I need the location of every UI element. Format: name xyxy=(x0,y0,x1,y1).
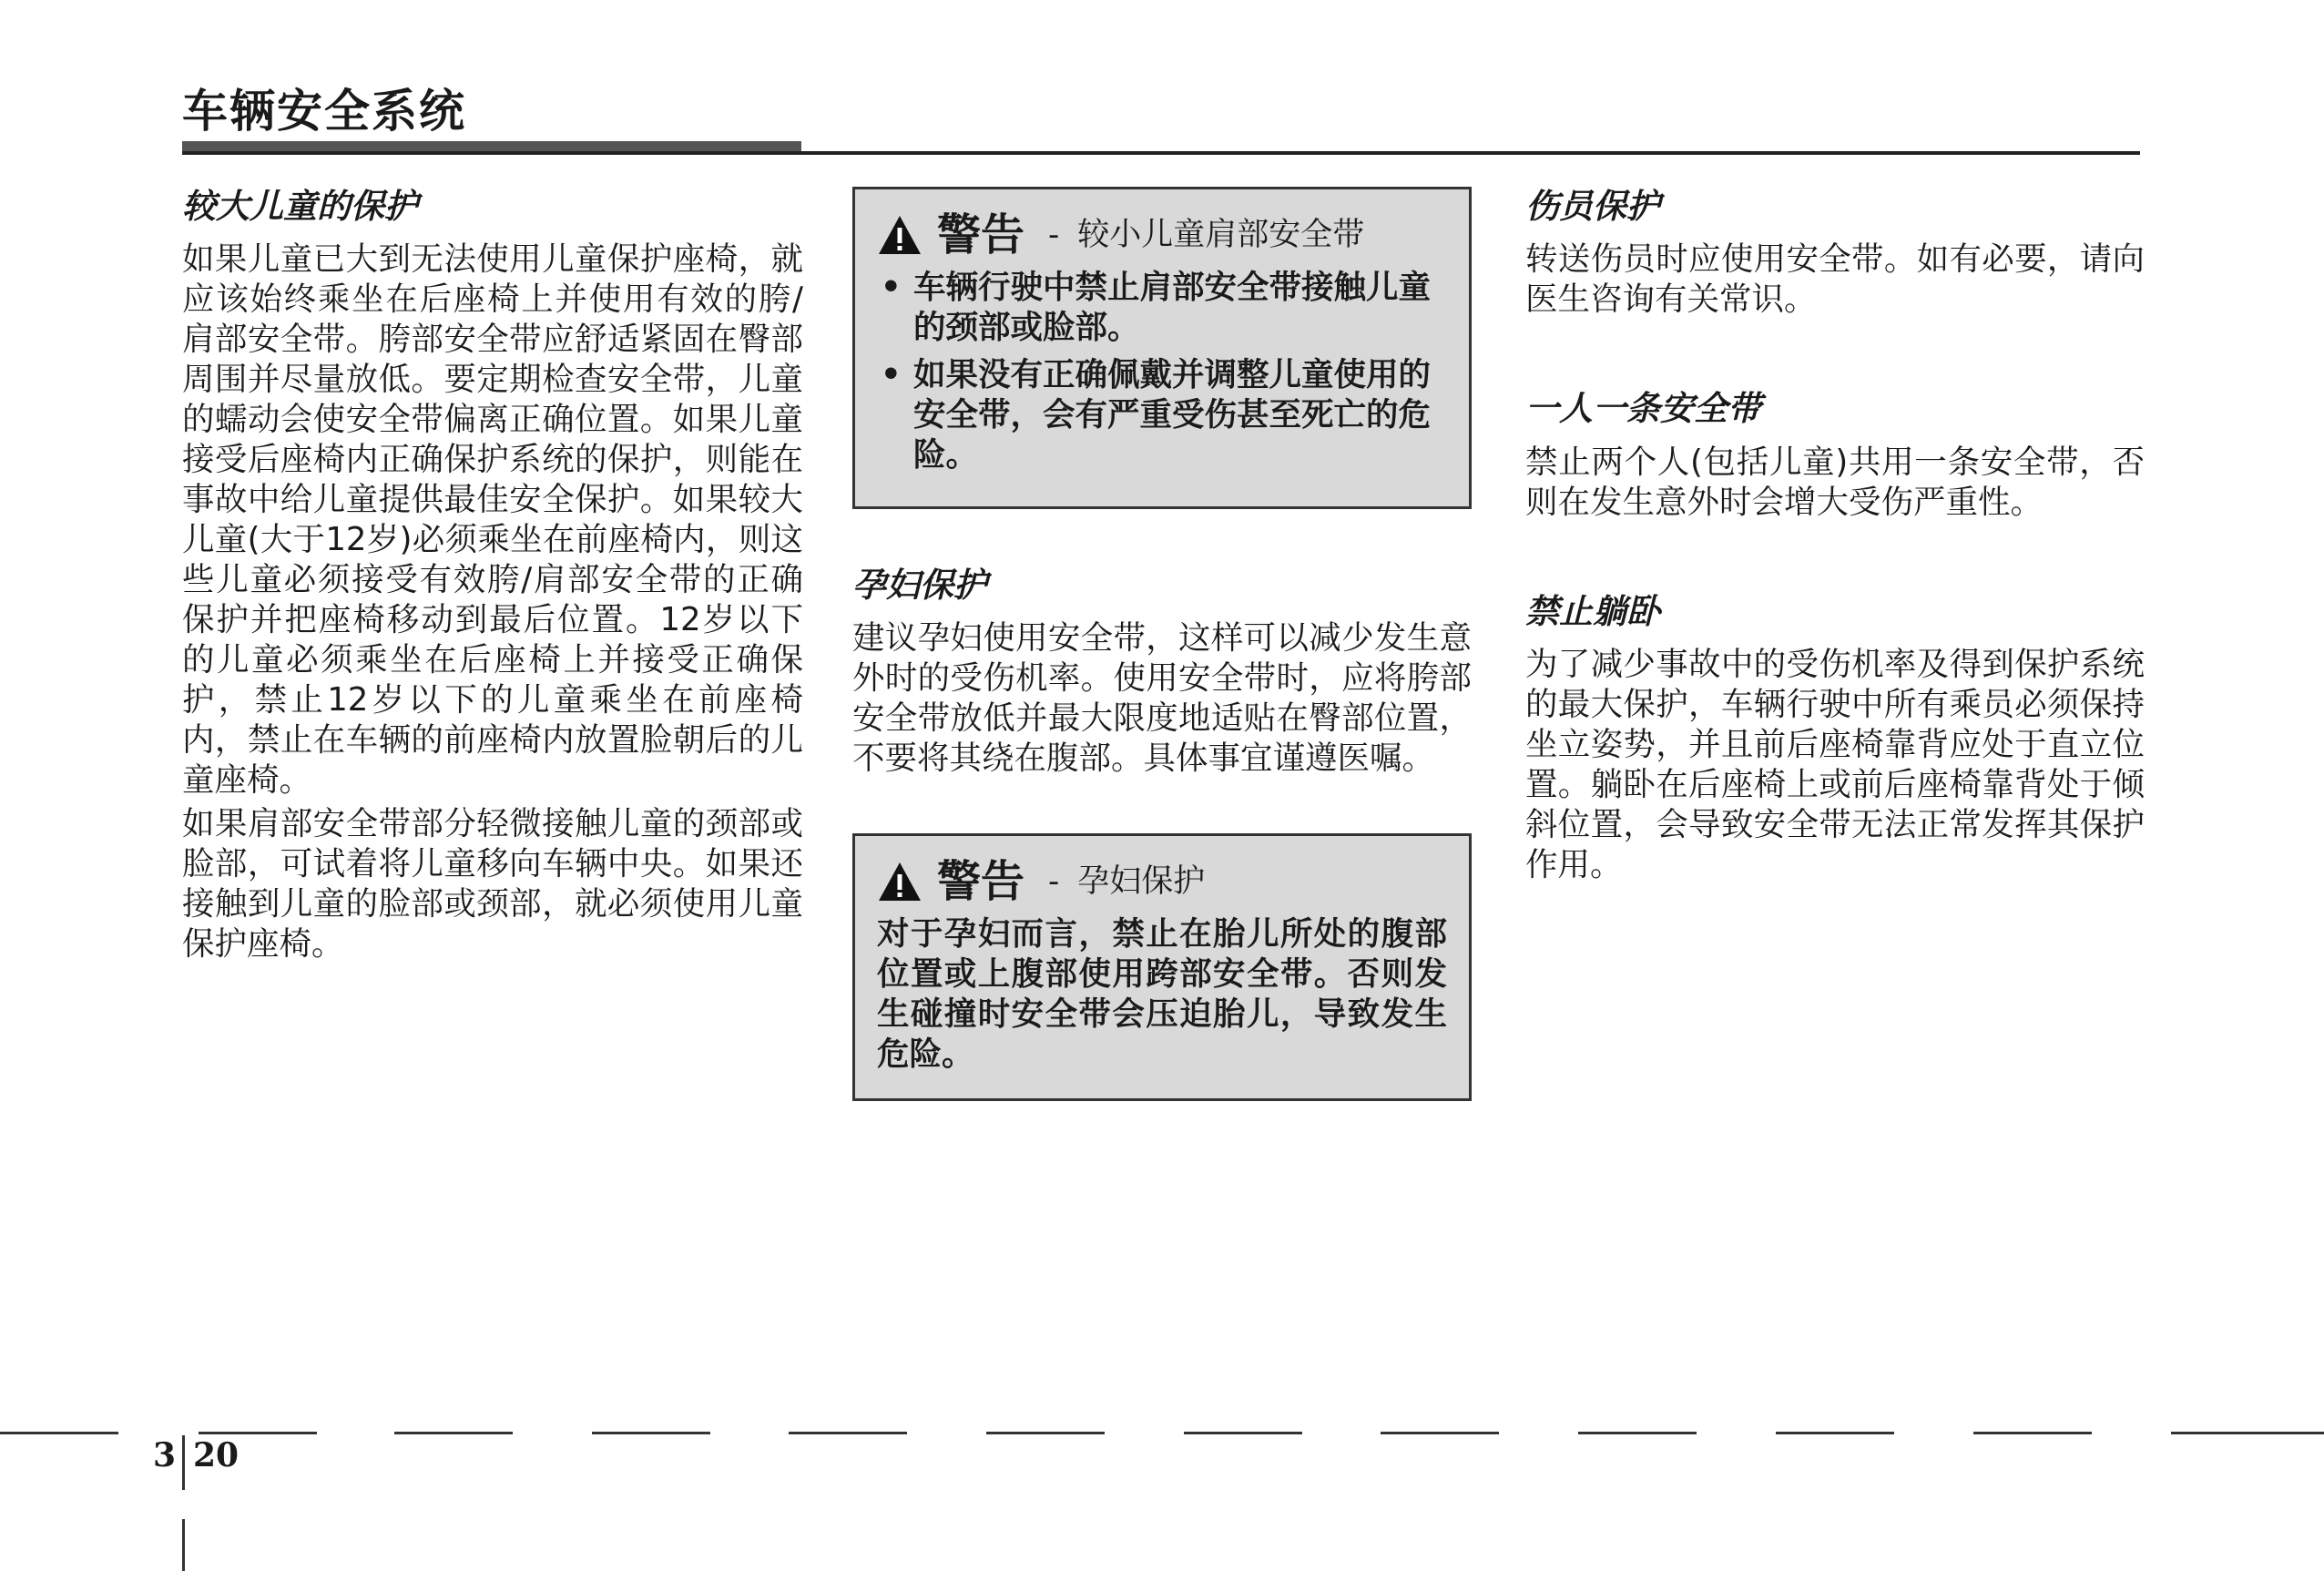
warning-box-pregnant xyxy=(852,833,1472,1101)
pregnant-paragraph: 建议孕妇使用安全带，这样可以减少发生意外时的受伤机率。使用安全带时，应将胯部安全带放低并最大限度地适贴在臀部位置，不要将其绕在腹部。具体事宜谨遵医嘱。 xyxy=(852,619,1472,778)
section-heading-one-belt: 一人一条安全带 xyxy=(1525,389,1761,429)
warning-item: • 如果没有正确佩戴并调整儿童使用的安全带，会有严重受伤甚至死亡的危险。 xyxy=(877,355,1447,475)
chapter-number: 3 xyxy=(153,1436,177,1474)
footer-dash xyxy=(394,1432,513,1434)
warning-list xyxy=(877,268,1447,475)
warning-separator: - xyxy=(1048,863,1060,901)
section-pregnant-women xyxy=(852,566,1472,779)
section-heading-older-children: 较大儿童的保护 xyxy=(182,187,418,226)
warning-item: • 车辆行驶中禁止肩部安全带接触儿童的颈部或脸部。 xyxy=(877,268,1447,348)
warning-triangle-icon xyxy=(877,861,922,903)
footer-dash xyxy=(1578,1432,1697,1434)
footer-dash xyxy=(986,1432,1105,1434)
footer-dash xyxy=(592,1432,710,1434)
footer-dash xyxy=(1184,1432,1302,1434)
warning-topic: 孕妇保护 xyxy=(1077,862,1206,900)
warning-box-child-shoulder-belt xyxy=(852,187,1472,509)
footer-dash xyxy=(1973,1432,2092,1434)
footer-dash xyxy=(1776,1432,1894,1434)
section-one-belt xyxy=(1525,389,2145,522)
warning-separator: - xyxy=(1048,217,1060,253)
warning-topic: 较小儿童肩部安全带 xyxy=(1077,216,1365,253)
section-no-reclining xyxy=(1525,592,2145,885)
margin-line xyxy=(182,1519,185,1571)
no-reclining-paragraph: 为了减少事故中的受伤机率及得到保护系统的最大保护，车辆行驶中所有乘员必须保持坐立姿势，并且前后座椅靠背应处于直立位置。躺卧在后座椅上或前后座椅靠背处于倾斜位置，会导致安全带无法正常发挥其保护作用。 xyxy=(1525,646,2145,884)
warning-triangle-icon xyxy=(877,214,922,256)
warning-text: 对于孕妇而言，禁止在胎儿所处的腹部位置或上腹部使用跨部安全带。否则发生碰撞时安全带会压迫胎儿，导致发生危险。 xyxy=(877,915,1447,1074)
section-heading-injured: 伤员保护 xyxy=(1525,187,1660,226)
older-children-paragraph-1: 如果儿童已大到无法使用儿童保护座椅，就应该始终乘坐在后座椅上并使用有效的胯/肩部安全带。胯部安全带应舒适紧固在臀部周围并尽量放低。要定期检查安全带，儿童的蠕动会使安全带偏离正确位置。如果儿童接受后座椅内正确保护系统的保护，则能在事故中给儿童提供最佳安全保护。如果较大儿童(大于12岁)必须乘坐在前座椅内，则这些儿童必须接受有效胯/肩部安全带的正确保护并把座椅移动到最后位置。12岁以下的儿童必须乘坐在后座椅上并接受正确保护，禁止12岁以下的儿童乘坐在前座椅内，禁止在车辆的前座椅内放置脸朝后的儿童座椅。 xyxy=(182,240,803,800)
column-left xyxy=(182,187,803,964)
page-number-divider xyxy=(182,1435,185,1490)
injured-paragraph: 转送伤员时应使用安全带。如有必要，请向医生咨询有关常识。 xyxy=(1525,240,2145,319)
column-middle xyxy=(852,187,1472,1101)
footer-dash xyxy=(2171,1432,2324,1434)
footer-dash xyxy=(0,1432,118,1434)
warning-header xyxy=(877,856,1447,907)
section-heading-no-reclining: 禁止躺卧 xyxy=(1525,591,1660,631)
section-heading-pregnant: 孕妇保护 xyxy=(852,566,987,605)
column-right xyxy=(1525,187,2145,954)
page-title: 车辆安全系统 xyxy=(182,85,466,138)
footer-dash xyxy=(199,1432,317,1434)
older-children-paragraph-2: 如果肩部安全带部分轻微接触儿童的颈部或脸部，可试着将儿童移向车辆中央。如果还接触到儿童的脸部或颈部，就必须使用儿童保护座椅。 xyxy=(182,805,803,964)
warning-label: 警告 xyxy=(937,856,1025,908)
section-injured xyxy=(1525,187,2145,320)
page-number: 20 xyxy=(193,1436,240,1474)
warning-label: 警告 xyxy=(937,209,1025,260)
title-underline-thin xyxy=(182,151,2140,155)
one-belt-paragraph: 禁止两个人(包括儿童)共用一条安全带，否则在发生意外时会增大受伤严重性。 xyxy=(1525,443,2145,521)
footer-dash xyxy=(789,1432,907,1434)
warning-header xyxy=(877,209,1447,260)
footer-dash xyxy=(1381,1432,1499,1434)
